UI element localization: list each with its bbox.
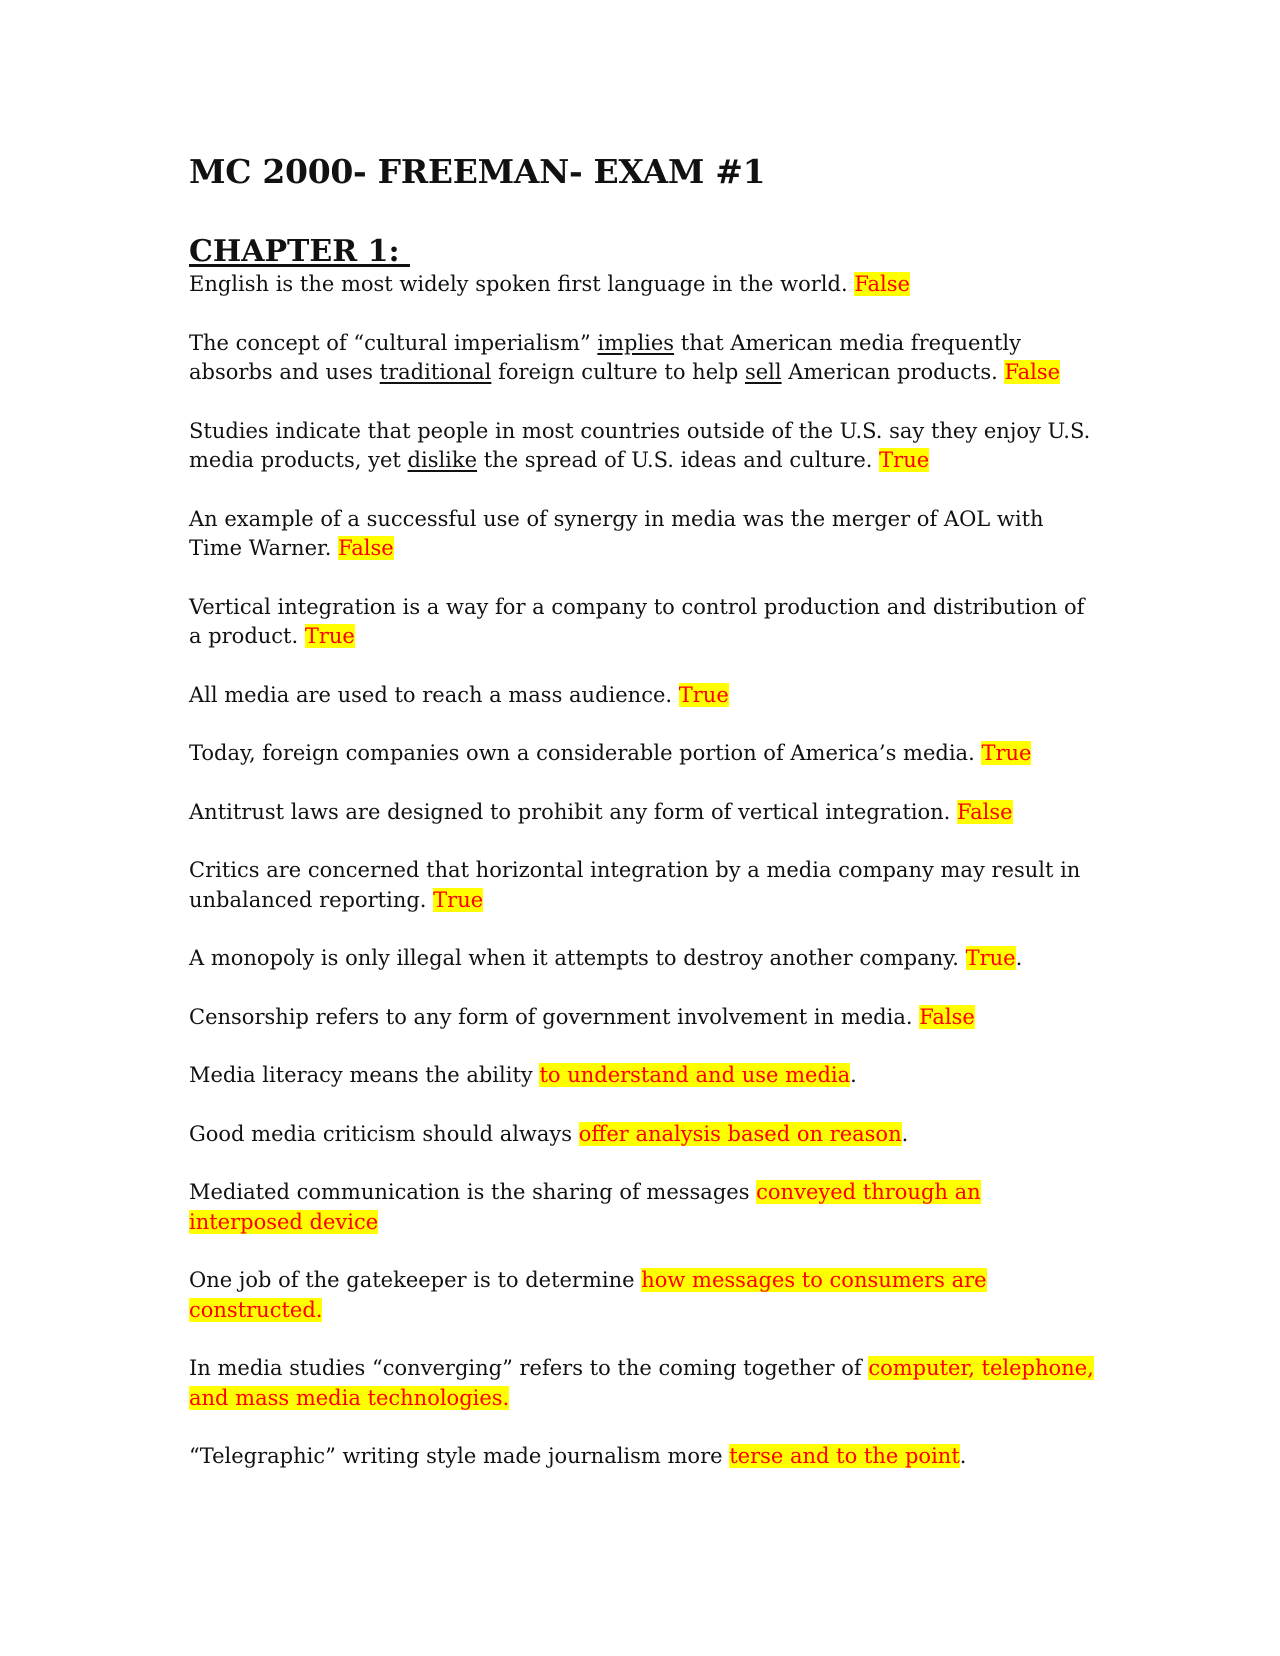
question-text: that American media frequently absorbs and uses <box>189 330 1021 384</box>
answer-highlight: conveyed through an interposed device <box>189 1180 981 1234</box>
question-text: In media studies “converging” refers to the coming together of <box>189 1356 869 1380</box>
question-item <box>189 1120 1094 1150</box>
answer-highlight: False <box>957 799 1013 824</box>
question-list <box>189 270 1109 1472</box>
answer-highlight: True <box>433 887 484 912</box>
answer-highlight: False <box>919 1004 975 1029</box>
answer-highlight: False <box>338 536 394 560</box>
answer-highlight: offer analysis based on reason <box>578 1121 902 1146</box>
question-text: An example of a successful use of synergy in media was the merger of AOL with Time Warner. <box>189 506 1044 560</box>
question-item <box>189 593 1094 652</box>
trailing-punctuation: . <box>959 1444 967 1468</box>
document-page <box>189 150 1109 1501</box>
trailing-punctuation: . <box>1015 946 1023 970</box>
question-item <box>189 1178 1094 1237</box>
question-item <box>189 944 1094 974</box>
question-item <box>189 1442 1094 1472</box>
question-item <box>189 1266 1094 1325</box>
question-text: Studies indicate that people in most countries outside of the U.S. say they enjoy U.S. media products, yet <box>189 418 1091 472</box>
question-text: Good media criticism should always <box>189 1121 579 1146</box>
question-item <box>189 856 1094 915</box>
question-text: English is the most widely spoken first language in the world. <box>189 272 855 296</box>
underlined-word: sell <box>744 360 782 384</box>
answer-highlight: False <box>854 272 910 296</box>
answer-highlight: False <box>1004 360 1061 384</box>
answer-highlight: True <box>304 624 355 648</box>
answer-highlight: True <box>678 682 729 707</box>
question-item <box>189 1354 1094 1413</box>
question-text: Vertical integration is a way for a company to control production and distribution of a product. <box>189 594 1085 648</box>
trailing-punctuation: . <box>850 1063 857 1087</box>
question-text: Censorship refers to any form of government involvement in media. <box>189 1004 920 1029</box>
question-text: Today, foreign companies own a considerable portion of America’s media. <box>189 741 982 765</box>
question-text: One job of the gatekeeper is to determine <box>189 1268 642 1292</box>
question-text: American products. <box>781 360 1005 384</box>
question-text: All media are used to reach a mass audience. <box>189 682 679 707</box>
underlined-word: traditional <box>379 360 492 384</box>
answer-highlight: True <box>879 448 930 472</box>
question-item <box>189 681 1094 711</box>
question-text: Antitrust laws are designed to prohibit any form of vertical integration. <box>189 799 957 824</box>
underlined-word: implies <box>597 330 675 355</box>
document-title: MC 2000- FREEMAN- EXAM #1 <box>189 152 766 191</box>
answer-highlight: how messages to consumers are constructed. <box>189 1268 987 1322</box>
answer-highlight: True <box>965 946 1016 970</box>
answer-highlight: True <box>981 741 1032 765</box>
underlined-word: dislike <box>407 448 478 472</box>
question-text: “Telegraphic” writing style made journalism more <box>189 1444 730 1468</box>
question-item <box>189 270 1094 300</box>
answer-highlight: terse and to the point <box>729 1444 960 1468</box>
question-text: The concept of “cultural imperialism” <box>189 330 598 355</box>
question-text: Critics are concerned that horizontal integration by a media company may result in unbalanced reporting. <box>189 858 1081 912</box>
question-item <box>189 329 1094 388</box>
question-text: A monopoly is only illegal when it attempts to destroy another company. <box>189 946 966 970</box>
question-text: Media literacy means the ability <box>189 1063 540 1087</box>
trailing-punctuation: . <box>901 1121 909 1146</box>
question-item <box>189 1061 1094 1091</box>
answer-highlight: computer, telephone, and mass media technologies. <box>189 1356 1094 1410</box>
question-item <box>189 505 1094 564</box>
question-text: foreign culture to help <box>491 360 745 384</box>
question-item <box>189 1003 1094 1033</box>
question-text: Mediated communication is the sharing of messages <box>189 1180 757 1204</box>
question-item <box>189 739 1094 769</box>
question-text: the spread of U.S. ideas and culture. <box>477 448 880 472</box>
question-item <box>189 798 1094 828</box>
answer-highlight: to understand and use media <box>539 1063 851 1087</box>
chapter-heading: CHAPTER 1: <box>189 234 411 269</box>
question-item <box>189 417 1094 476</box>
